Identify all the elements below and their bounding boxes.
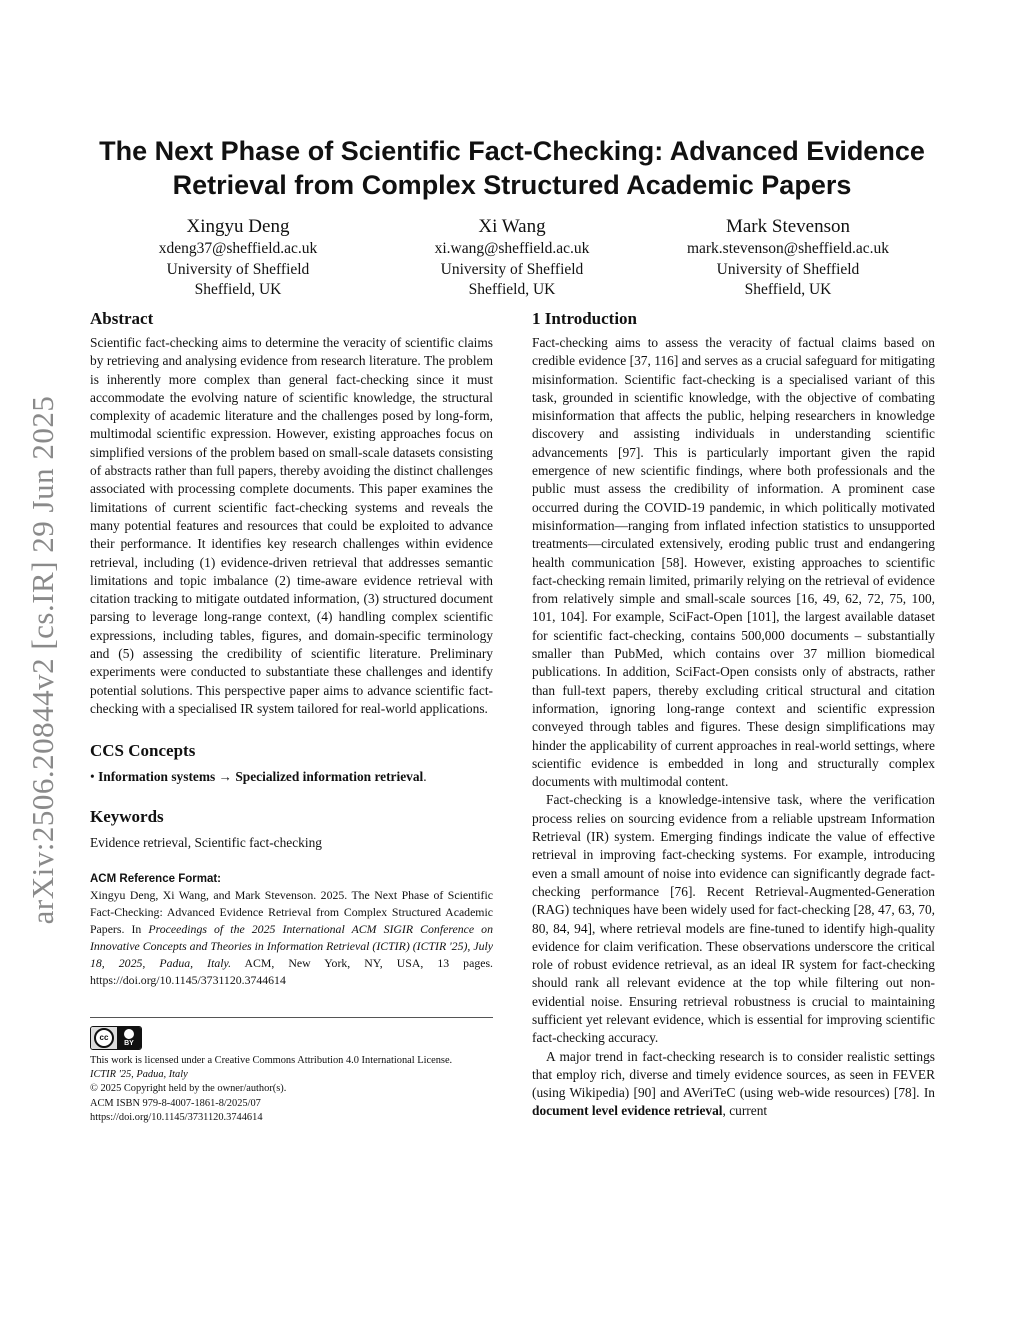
abstract-heading: Abstract <box>90 309 154 328</box>
author-affiliation: University of Sheffield <box>166 260 310 278</box>
author-2 <box>382 215 642 301</box>
attribution-icon: BY <box>117 1027 141 1049</box>
author-location: Sheffield, UK <box>468 281 556 298</box>
venue-line: ICTIR '25, Padua, Italy <box>90 1068 188 1080</box>
paper-title: The Next Phase of Scientific Fact-Checking: Advanced Evidence Retrieval from Complex Structured Academic Papers <box>99 136 925 200</box>
author-email: xi.wang@sheffield.ac.uk <box>434 240 590 257</box>
copyright-line: © 2025 Copyright held by the owner/author(s). <box>90 1083 287 1095</box>
acm-ref-plain: Xingyu Deng, Xi Wang, and Mark Stevenson. 2025. The Next Phase of Scientific Fact-Checking: Advanced Evidence Retrieval from Complex Structured Academic Papers. In <box>90 887 493 936</box>
acm-ref-italic: Proceedings of the 2025 International ACM SIGIR Conference on Innovative Concepts and Theories in Information Retrieval (ICTIR) (ICTIR '25), July 18, 2025, Padua, Italy. <box>90 921 493 970</box>
ccs-heading: CCS Concepts <box>90 741 196 761</box>
acm-ref-tail: ACM, New York, NY, USA, 13 pages. https://doi.org/10.1145/3731120.3744614 <box>90 955 493 987</box>
ccs-period: . <box>423 769 427 785</box>
author-email: xdeng37@sheffield.ac.uk <box>158 240 318 257</box>
author-name: Mark Stevenson <box>725 216 850 237</box>
left-column <box>90 308 493 1126</box>
author-name: Xi Wang <box>478 216 546 237</box>
intro-paragraph-1: Fact-checking aims to assess the veracity of factual claims based on credible evidence [37, 116] and serves as a crucial safeguard for mitigating misinformation. Scientific fact-checking is a specialised variant of this task, grounded in scientific knowledge, with the objective of combating misinformation that affects the public, helping researchers in knowledge discovery and assisting individuals in understanding scientific advancements [97]. This is particularly important given the rapid emergence of new scientific findings, where both professionals and the public must assess the credibility of information. A prominent case occurred during the COVID-19 pandemic, in which politically motivated misinformation—ranging from inflated infection statistics to unsupported treatments—circulated extensively, eroding public trust and endangering health communication [58]. However, existing approaches to scientific fact-checking remain limited, primarily relying on the retrieval of evidence from relatively simple and small-scale sources [16, 49, 62, 72, 75, 100, 101, 104]. For example, SciFact-Open [101], the largest available dataset for scientific fact-checking, contains 500,000 documents – substantially smaller than PubMed, which contains over 37 million biomedical publications. In addition, SciFact-Open consists only of abstracts, rather than full-text papers, thereby excluding critical structural and citation information, ignoring long-range context and scientific expression conveyed through tables and figures. These design simplifications may hinder the applicability of current approaches in real-world settings, where scientific evidence is embedded in long and structurally complex documents with multimodal content. <box>532 335 935 790</box>
ccs-arrow: → <box>218 769 232 785</box>
author-affiliation: University of Sheffield <box>440 260 584 278</box>
author-location: Sheffield, UK <box>194 281 282 298</box>
isbn-line: ACM ISBN 979-8-4007-1861-8/2025/07 <box>90 1097 261 1109</box>
author-block <box>100 215 924 305</box>
intro-p3-end: , current <box>722 1103 768 1119</box>
doi-line[interactable]: https://doi.org/10.1145/3731120.3744614 <box>90 1112 263 1124</box>
ccs-item-a: Information systems <box>98 769 216 785</box>
author-3 <box>658 215 918 301</box>
abstract-text: Scientific fact-checking aims to determine the veracity of scientific claims by retrieving and analysing evidence from research literature. The problem is inherently more complex than general fact-checking since it must accommodate the evolving nature of scientific knowledge, the structural complexity of academic literature and the challenges posed by long-form, multimodal scientific expression. However, existing approaches focus on simplified versions of the problem based on small-scale datasets consisting of abstracts rather than full papers, thereby avoiding the distinct challenges associated with processing complete documents. This paper examines the limitations of current scientific fact-checking systems and reveals the many potential features and resources that could be exploited to advance their performance. It identifies key research challenges within evidence retrieval, including (1) evidence-driven retrieval that addresses semantic limitations and topic imbalance (2) time-aware evidence retrieval with citation tracking to mitigate outdated information, (3) structured document parsing to leverage long-range context, (4) handling complex scientific expressions, including tables, figures, and domain-specific terminology and (5) assessing the credibility of scientific literature. Preliminary experiments were conducted to substantiate these challenges and identify potential solutions. This perspective paper aims to advance scientific fact-checking with a specialised IR system tailored for real-world applications. <box>90 335 493 716</box>
author-name: Xingyu Deng <box>186 216 290 237</box>
footnote-rule <box>90 1017 493 1018</box>
author-affiliation: University of Sheffield <box>716 260 860 278</box>
creative-commons-icon: cc <box>91 1027 117 1049</box>
ccs-concept <box>90 768 493 786</box>
arxiv-identifier: arXiv:2506.20844v2 [cs.IR] 29 Jun 2025 <box>25 395 60 925</box>
introduction-heading: 1 Introduction <box>532 309 638 328</box>
intro-paragraph-3 <box>532 1048 935 1121</box>
right-column <box>532 308 935 1121</box>
ccs-item-b: Specialized information retrieval <box>235 769 424 785</box>
author-email: mark.stevenson@sheffield.ac.uk <box>686 240 890 257</box>
author-location: Sheffield, UK <box>744 281 832 298</box>
license-line: This work is licensed under a Creative Commons Attribution 4.0 International License. <box>90 1054 453 1066</box>
acm-ref-heading: ACM Reference Format: <box>90 872 221 885</box>
cc-license-badge[interactable] <box>90 1026 493 1050</box>
intro-p3-start: A major trend in fact-checking research is to consider realistic settings that employ rich, diverse and timely evidence sources, as seen in FEVER (using Wikipedia) [90] and AVeriTeC (using web-wide resources) [78]. In <box>532 1048 935 1101</box>
keywords-heading: Keywords <box>90 807 164 827</box>
intro-paragraph-2: Fact-checking is a knowledge-intensive task, where the verification process relies on sourcing evidence from a reliable upstream Information Retrieval (IR) system. Emerging findings indicate the value of effective retrieval in improving fact-checking systems. For example, introducing even a small amount of noise into evidence can significantly degrade fact-checking performance [76]. Recent Retrieval-Augmented-Generation (RAG) techniques have been widely used for fact-checking [28, 47, 63, 70, 80, 84, 94], where retrieval models are fine-tuned to identify high-quality evidence for claim verification. These observations underscore the critical role of robust evidence retrieval, as an ideal IR system for fact-checking should rank all relevant evidence at the top while filtering out non-evidential noise. Ensuring retrieval robustness is crucial to maintaining sufficient yet relevant evidence, which is essential for improving scientific fact-checking accuracy. <box>532 792 935 1046</box>
ccs-bullet: • <box>90 769 95 785</box>
author-1 <box>108 215 368 301</box>
keywords-text: Evidence retrieval, Scientific fact-checking <box>90 835 322 851</box>
intro-p3-bold: document level evidence retrieval <box>532 1103 723 1119</box>
acm-ref-text <box>90 887 493 989</box>
